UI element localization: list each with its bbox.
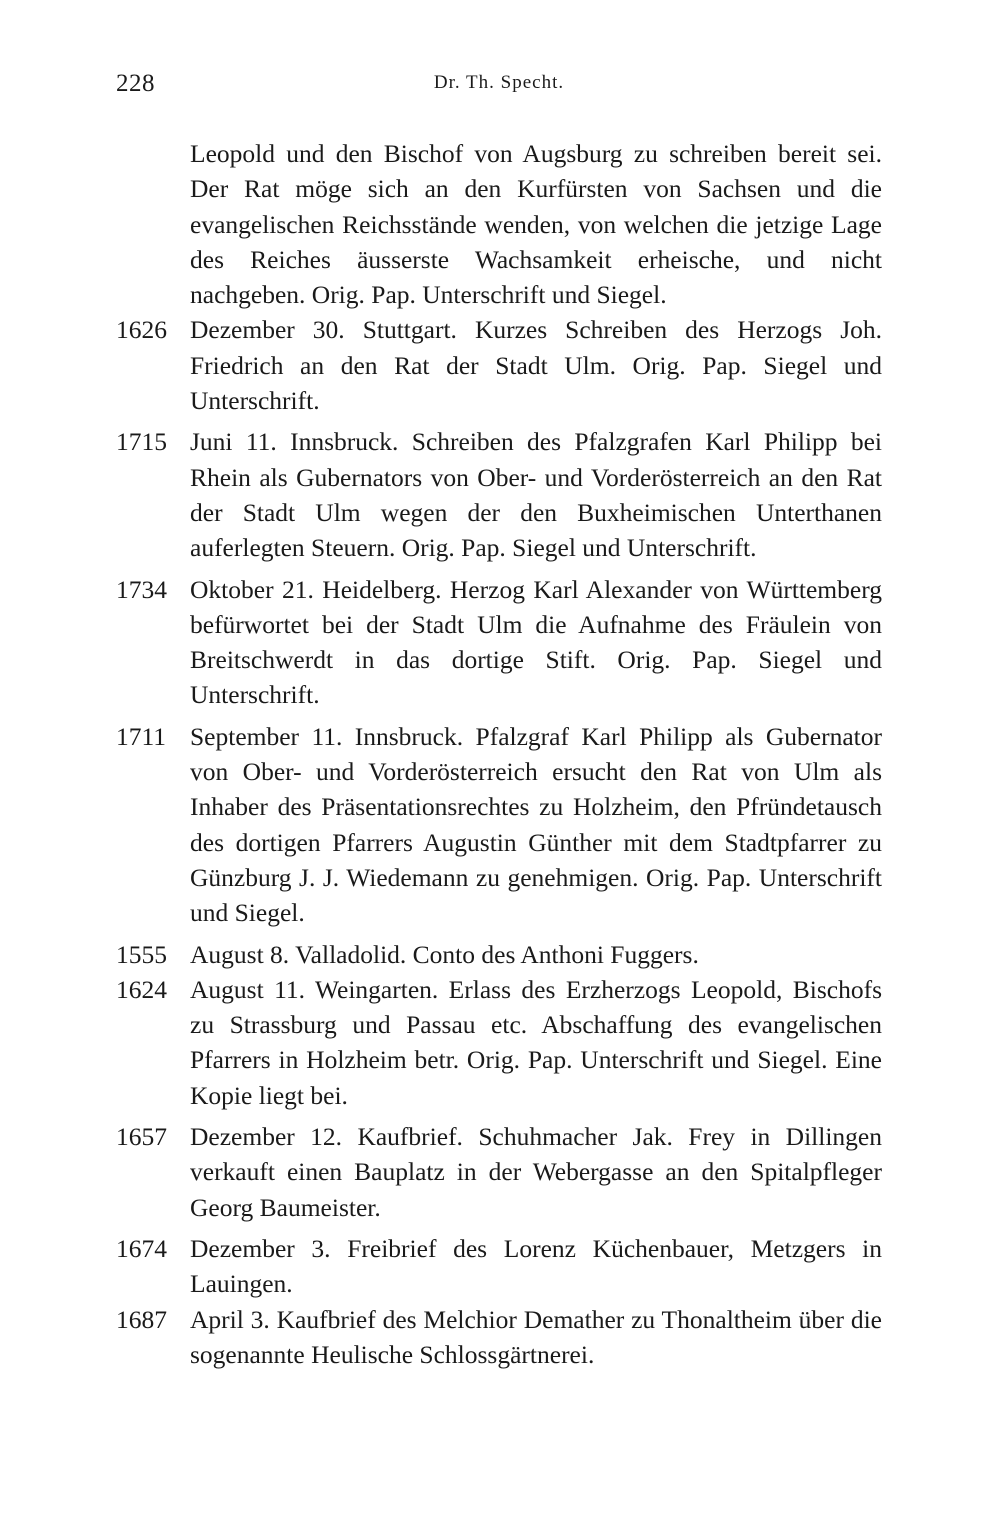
- entry-year: 1734: [116, 574, 167, 604]
- entry-year: 1674: [116, 1233, 167, 1263]
- register-entry: [116, 937, 882, 972]
- entry-year: 1555: [116, 939, 167, 969]
- entry-text: Oktober 21. Heidelberg. Herzog Karl Alexander von Württemberg befürwortet bei der Stadt Ulm die Aufnahme des Fräulein von Breitschwerdt in das dortige Stift. Orig. Pap. Siegel und Unterschrift.: [190, 574, 882, 710]
- entry-text: Juni 11. Innsbruck. Schreiben des Pfalzgrafen Karl Philipp bei Rhein als Gubernators von Ober- und Vorderösterreich an den Rat der Stadt Ulm wegen der den Buxheimischen Unterthanen auferlegten Steuern. Orig. Pap. Siegel und Unterschrift.: [190, 427, 882, 563]
- page-header: [116, 70, 882, 106]
- continuation-paragraph: Leopold und den Bischof von Augsburg zu schreiben bereit sei. Der Rat möge sich an den Kurfürsten von Sachsen und die evangelischen Reichsstände wenden, von welchen die jetzige Lage des Reiches äusserste Wachsamkeit erheische, und nicht nachgeben. Orig. Pap. Unterschrift und Siegel.: [190, 139, 882, 310]
- entry-year: 1711: [116, 721, 167, 751]
- entry-year: 1624: [116, 974, 167, 1004]
- entry-text: August 8. Valladolid. Conto des Anthoni Fuggers.: [190, 939, 699, 969]
- body-text: [116, 136, 882, 1372]
- register-entry: [116, 312, 882, 418]
- register-entry: [116, 1119, 882, 1225]
- register-entry: [116, 424, 882, 565]
- entry-year: 1687: [116, 1304, 167, 1334]
- register-entry: [116, 719, 882, 931]
- running-head: Dr. Th. Specht.: [433, 72, 565, 93]
- entry-year: 1626: [116, 315, 167, 345]
- entry-text: Dezember 12. Kaufbrief. Schuhmacher Jak. Frey in Dillingen verkauft einen Bauplatz in der Webergasse an den Spitalpfleger Georg Baumeister.: [190, 1122, 882, 1222]
- entry-text: Dezember 3. Freibrief des Lorenz Küchenbauer, Metzgers in Lauingen.: [190, 1233, 882, 1299]
- register-entry: [116, 1231, 882, 1302]
- page-number: 228: [116, 70, 155, 97]
- entry-text: September 11. Innsbruck. Pfalzgraf Karl Philipp als Gubernator von Ober- und Vorderösterreich ersucht den Rat von Ulm als Inhaber des Präsentationsrechtes zu Holzheim, den Pfründetausch des dortigen Pfarrers Augustin Günther mit dem Stadtpfarrer zu Günzburg J. J. Wiedemann zu genehmigen. Orig. Pap. Unterschrift und Siegel.: [190, 721, 882, 928]
- register-entry: [116, 972, 882, 1113]
- entry-text: April 3. Kaufbrief des Melchior Demather zu Thonaltheim über die sogenannte Heulische Schlossgärtnerei.: [190, 1304, 882, 1369]
- register-entry: [116, 572, 882, 713]
- entry-year: 1657: [116, 1122, 167, 1152]
- register-entry: [116, 1302, 882, 1373]
- entry-text: Dezember 30. Stuttgart. Kurzes Schreiben des Herzogs Joh. Friedrich an den Rat der Stadt Ulm. Orig. Pap. Siegel und Unterschrift.: [190, 315, 882, 416]
- entry-text: August 11. Weingarten. Erlass des Erzherzogs Leopold, Bischofs zu Strassburg und Passau etc. Abschaffung des evangelischen Pfarrers in Holzheim betr. Orig. Pap. Unterschrift und Siegel. Eine Kopie liegt bei.: [190, 974, 882, 1110]
- entry-year: 1715: [116, 427, 167, 457]
